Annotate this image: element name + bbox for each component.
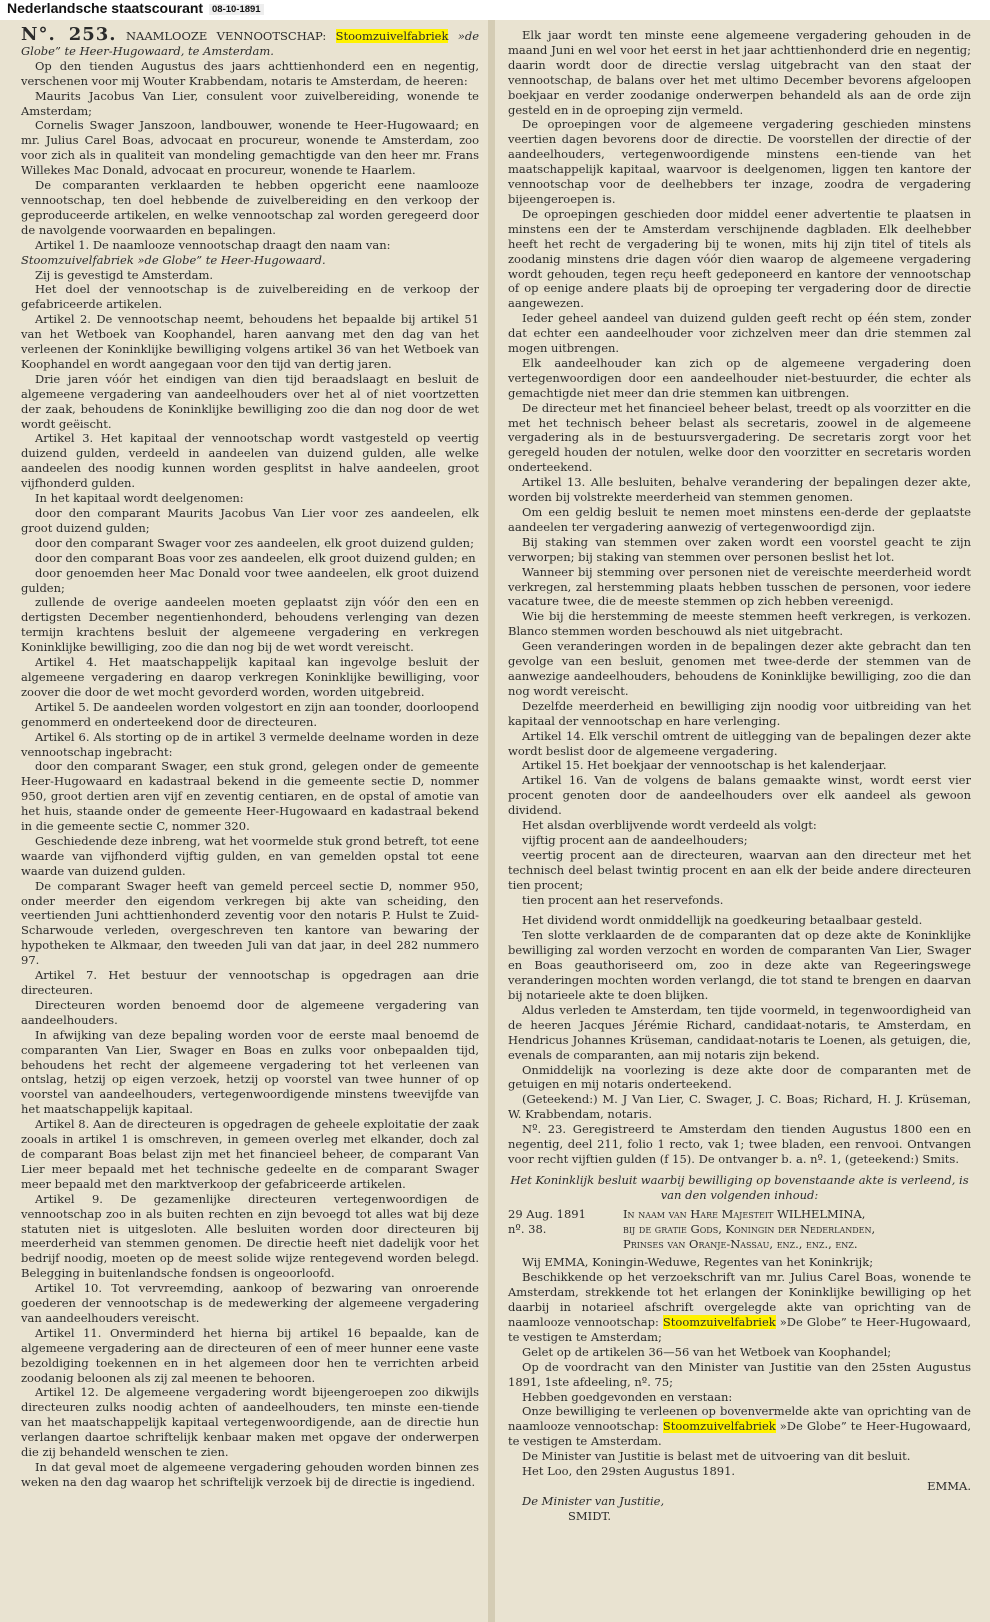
paragraph: Artikel 10. Tot vervreemding, aankoop of bezwaring van onroerende goederen der vennootschap is de medewerking der algemeene vergadering van aandeelhouders vereischt. [21, 1281, 479, 1325]
paragraph: De oproepingen geschieden door middel eener advertentie te plaatsen in minstens een der te Amsterdam verschijnende dagbladen. Elk deelhebber heeft het recht de vergadering bij te wonen, mits hij zijn titel of titels als zoodanig minstens drie dagen vóór dien waarop de algemeene vergadering wordt gehouden, tegen reçu heeft gedeponeerd en kantore der vennootschap of op eenige andere plaats bij de oproeping ter vergadering door de directie aangewezen. [508, 206, 971, 311]
signature-minister: De Minister van Justitie, [522, 1493, 665, 1508]
paragraph: Artikel 3. Het kapitaal der vennootschap wordt vastgesteld op veertig duizend gulden, verdeeld in aandeelen van duizend gulden, alle welke aandeelen des noodig kunnen worden gesplitst in halve aandeelen, groot vijfhonderd gulden. [21, 431, 479, 491]
paragraph: Directeuren worden benoemd door de algemeene vergadering van aandeelhouders. [21, 997, 479, 1027]
paragraph: Gelet op de artikelen 36—56 van het Wetboek van Koophandel; [522, 1344, 892, 1359]
paragraph: Wij EMMA, Koningin-Weduwe, Regentes van het Koninkrijk; [522, 1255, 874, 1270]
signature-smidt: SMIDT. [568, 1508, 612, 1523]
paragraph: In dat geval moet de algemeene vergadering gehouden worden binnen zes weken na den dag waarop het schriftelijk verzoek bij de directie is ingediend. [21, 1460, 479, 1489]
paragraph: Zij is gevestigd te Amsterdam. [35, 267, 214, 282]
publication-title: Nederlandsche staatscourant [7, 0, 204, 16]
decree-title: Het Koninklijk besluit waarbij bewilliging op bovenstaande akte is verleend, is van den volgenden inhoud: [510, 1172, 969, 1202]
paragraph: Artikel 13. Alle besluiten, behalve verandering der bepalingen dezer akte, worden bij volstrekte meerderheid van stemmen genomen. [508, 475, 971, 505]
paragraph: De oproepingen voor de algemeene vergadering geschieden minstens veertien dagen bevorens door de directie. De voorstellen der directie of der aandeelhouders, vertegenwoordigende minstens een-tiende van het maatschappelijk kapitaal, waarvoor is deelgenomen, liggen ten kantore der vennootschap voor de deelhebbers ter inzage, zoodra de vergadering bijeengeroepen is. [508, 117, 971, 206]
paragraph: Artikel 5. De aandeelen worden volgestort en zijn aan toonder, doorloopend genommerd en onderteekend door de directeuren. [21, 699, 479, 729]
paragraph: Artikel 14. Elk verschil omtrent de uitlegging van de bepalingen dezer akte wordt beslist door de algemeene vergadering. [508, 728, 971, 758]
paragraph: De comparant Swager heeft van gemeld perceel sectie D, nommer 950, onder meerder den eigendom verkregen bij akte van scheiding, den veertienden Juni achttienhonderd zeventig voor den notaris P. Hulst te Zuid-Scharwoude verleden, overgeschreven ten kantore van bewaring der hypotheken te Alkmaar, den tweeden Juli van dat jaar, in deel 282 nummero 97. [21, 878, 479, 968]
signature-emma: EMMA. [927, 1479, 971, 1493]
left-column [21, 24, 480, 1490]
paragraph: Nº. 23. Geregistreerd te Amsterdam den tienden Augustus 1800 een en negentig, deel 211, folio 1 recto, vak 1; twee bladen, een renvooi. Ontvangen voor recht vijftien gulden (f 15). De ontvanger b. a. nº. 1, (geteekend:) Smits. [508, 1122, 971, 1166]
paragraph: In afwijking van deze bepaling worden voor de eerste maal benoemd de comparanten Van Lier, Swager en Boas en zulks voor onbepaalden tijd, behoudens het recht der algemeene vergadering tot het verleenen van ontslag, hetzij op eigen verzoek, hetzij op voorstel van twee hunner of op voorstel van aandeelhouders, vertegenwoordigende minstens tweevijfde van het maatschappelijk kapitaal. [21, 1027, 479, 1117]
paragraph: Ieder geheel aandeel van duizend gulden geeft recht op één stem, zonder dat echter een aandeelhouder voor zichzelven meer dan drie stemmen zal mogen uitbrengen. [508, 311, 971, 356]
decree-line: Prinses van Oranje-Nassau, enz., enz., enz. [623, 1236, 858, 1251]
paragraph: door den comparant Swager, een stuk grond, gelegen onder de gemeente Heer-Hugowaard en kadastraal bekend in die gemeente sectie D, nommer 950, groot dertien aren vijf en zeventig centiaren, en de opstal of amotie van het huis, staande onder de gemeente Heer-Hugowaard en kadastraal bekend in die gemeente sectie C, nommer 320. [21, 759, 479, 834]
paragraph: Artikel 4. Het maatschappelijk kapitaal kan ingevolge besluit der algemeene vergadering en daarop verkregen Koninklijke bewilliging, voor zoover die door de wet mocht gevorderd worden, worden uitgebreid. [21, 655, 479, 699]
paragraph: zullende de overige aandeelen moeten geplaatst zijn vóór den een en dertigsten December negentienhonderd, behoudens verlenging van dezen termijn krachtens besluit der algemeene vergadering en verkregen Koninklijke bewilliging, zoo die dan nog bij de wet wordt vereischt. [21, 595, 479, 655]
paragraph: Onmiddelijk na voorlezing is deze akte door de comparanten met de getuigen en mij notaris onderteekend. [508, 1062, 971, 1092]
decree-line: In naam van Hare Majesteit WILHELMINA, [623, 1206, 866, 1221]
paragraph: Om een geldig besluit te nemen moet minstens een-derde der geplaatste aandeelen ter vergadering aanwezig of vertegenwoordigd zijn. [508, 505, 971, 534]
paragraph: Wanneer bij stemming over personen niet de vereischte meerderheid wordt verkregen, zal herstemming plaats hebben tusschen de personen, voor iedere vacature twee, die de meeste stemmen op zich hebben vereenigd. [508, 564, 971, 609]
paragraph: De directeur met het financieel beheer belast, treedt op als voorzitter en die met het technisch beheer belast als secretaris, zoowel in de algemeene vergadering als in de bestuursvergadering. De secretaris zorgt voor het geregeld houden der notulen, welke door den voorzitter en secretaris worden onderteekend. [508, 400, 971, 475]
paragraph: door den comparant Swager voor zes aandeelen, elk groot duizend gulden; [35, 535, 474, 550]
paragraph: Op de voordracht van den Minister van Justitie van den 25sten Augustus 1891, 1ste afdeeling, nº. 75; [508, 1359, 971, 1389]
highlighted-name: Stoomzuivelfabriek [662, 1419, 776, 1434]
paragraph: (Geteekend:) M. J Van Lier, C. Swager, J. C. Boas; Richard, H. J. Krüseman, W. Krabbendam, notaris. [508, 1092, 971, 1122]
decree-date: 29 Aug. 1891 [508, 1206, 586, 1221]
newspaper-scan [0, 20, 990, 1622]
paragraph: Bij staking van stemmen over zaken wordt een voorstel geacht te zijn verworpen; bij staking van stemmen over personen beslist het lot. [508, 534, 971, 564]
paragraph: Wie bij die herstemming de meeste stemmen heeft verkregen, is verkozen. Blanco stemmen worden beschouwd als niet uitgebracht. [508, 609, 971, 639]
paragraph: Artikel 8. Aan de directeuren is opgedragen de geheele exploitatie der zaak zooals in artikel 1 is omschreven, in gemeen overleg met elkander, doch zal de comparant Boas belast zijn met het financieel beheer, de comparant Van Lier meer bepaald met het technische gedeelte en de comparant Swager meer bepaald met den marktverkoop der gefabriceerde artikelen. [21, 1117, 479, 1191]
paragraph: Artikel 11. Onverminderd het hierna bij artikel 16 bepaalde, kan de algemeene vergadering aan de directeuren of een of meer hunner eene vaste bezoldiging toekennen en in het algemeen door hen te verrichten arbeid zoodanig beloonen als zij zal meenen te behooren. [21, 1325, 479, 1385]
paragraph: Elk aandeelhouder kan zich op de algemeene vergadering doen vertegenwoordigen door een aandeelhouder niet-bestuurder, die echter als gemachtigde niet meer dan drie stemmen kan uitbrengen. [508, 355, 971, 400]
paragraph: Artikel 2. De vennootschap neemt, behoudens het bepaalde bij artikel 51 van het Wetboek van Koophandel, haren aanvang met den dag van het verleenen der Koninklijke bewilliging volgens artikel 36 van het Wetboek van Koophandel en wordt aangegaan voor den tijd van dertig jaren. [21, 312, 479, 371]
paragraph: Artikel 1. De naamlooze vennootschap draagt den naam van: [35, 237, 391, 252]
paragraph: Cornelis Swager Janszoon, landbouwer, wonende te Heer-Hugowaard; en mr. Julius Carel Boas, advocaat en procureur, wonende te Amsterdam, zoo voor zich als in qualiteit van mondeling gemachtigde van den heer mr. Frans Willekes Mac Donald, advocaat en procureur, wonende te Haarlem. [21, 118, 479, 178]
paragraph: veertig procent aan de directeuren, waarvan aan den directeur met het technisch deel belast twintig procent en aan elk der beide andere directeuren tien procent; [508, 847, 971, 892]
paragraph: vijftig procent aan de aandeelhouders; [522, 832, 748, 847]
paragraph: Geschiedende deze inbreng, wat het voormelde stuk grond betreft, tot eene waarde van vijfhonderd vijftig gulden, en van gemelden opstal tot eene waarde van duizend gulden. [21, 833, 479, 878]
right-column [508, 28, 971, 1524]
paragraph: Stoomzuivelfabriek »de Globe” te Heer-Hugowaard. [21, 252, 326, 267]
paragraph: Beschikkende op het verzoekschrift van mr. Julius Carel Boas, wonende te Amsterdam, strekkende tot het erlangen der Koninklijke bewilliging op het daarbij in notarieel afschrift overgelegde akte van oprichting van de naamlooze vennootschap: Stoomzuivelfabriek »De Globe” te Heer-Hugowaard, te vestigen te Amsterdam; [508, 1270, 972, 1344]
page-header [0, 0, 990, 20]
paragraph: Artikel 7. Het bestuur der vennootschap is opgedragen aan drie directeuren. [21, 968, 479, 997]
decree-number: nº. 38. [508, 1221, 547, 1236]
decree-heading [508, 1207, 971, 1252]
paragraph: Drie jaren vóór het eindigen van dien tijd beraadslaagt en besluit de algemeene vergadering van aandeelhouders over het al of niet voortzetten der zaak, behoudens de Koninklijke bewilliging zoo die dan nog door de wet wordt geëischt. [21, 371, 479, 431]
paragraph: Hebben goedgevonden en verstaan: [522, 1389, 733, 1404]
column-fold [488, 20, 495, 1622]
paragraph: tien procent aan het reservefonds. [522, 892, 724, 907]
paragraph: Dezelfde meerderheid en bewilliging zijn noodig voor uitbreiding van het kapitaal der vennootschap en hare verlenging. [508, 698, 971, 728]
paragraph: De Minister van Justitie is belast met de uitvoering van dit besluit. [522, 1449, 911, 1464]
paragraph: Het Loo, den 29sten Augustus 1891. [522, 1464, 736, 1479]
notice-number: N°. 253. [21, 24, 117, 45]
paragraph: In het kapitaal wordt deelgenomen: [35, 491, 244, 506]
paragraph: Het alsdan overblijvende wordt verdeeld als volgt: [522, 818, 817, 833]
paragraph: Het dividend wordt onmiddellijk na goedkeuring betaalbaar gesteld. [522, 913, 923, 928]
paragraph: door den comparant Boas voor zes aandeelen, elk groot duizend gulden; en [35, 550, 476, 565]
paragraph: door den comparant Maurits Jacobus Van Lier voor zes aandeelen, elk groot duizend gulden; [21, 506, 479, 535]
paragraph: Artikel 9. De gezamenlijke directeuren vertegenwoordigen de vennootschap zoo in als buiten rechten en zijn bevoegd tot alles wat bij deze statuten niet is uitgesloten. Alle besluiten worden door directeuren bij meerderheid van stemmen genomen. De directie heeft niet dadelijk voor het bedrijf noodig, moeten op de meest solide wijze rentegevend worden belegd. Belegging in buitenlandsche fondsen is ongeoorloofd. [21, 1191, 479, 1281]
decree-line: bij de gratie Gods, Koningin der Nederlanden, [623, 1221, 876, 1236]
paragraph: Artikel 15. Het boekjaar der vennootschap is het kalenderjaar. [522, 758, 887, 773]
paragraph: Maurits Jacobus Van Lier, consulent voor zuivelbereiding, wonende te Amsterdam; [21, 88, 479, 118]
highlighted-name: Stoomzuivelfabriek [662, 1315, 776, 1330]
paragraph: Onze bewilliging te verleenen op bovenvermelde akte van oprichting van de naamlooze vennootschap: Stoomzuivelfabriek »De Globe” te Heer-Hugowaard, te vestigen te Amsterdam. [508, 1404, 972, 1449]
notice-title: N°. 253. NAAMLOOZE VENNOOTSCHAP: Stoomzuivelfabriek »de Globe” te Heer-Hugowaard, te Amsterdam. [21, 24, 480, 58]
highlighted-name: Stoomzuivelfabriek [335, 29, 449, 43]
paragraph: Elk jaar wordt ten minste eene algemeene vergadering gehouden in de maand Juni en wel voor het eerst in het jaar achttienhonderd drie en negentig; daarin wordt door de directie verslag uitgebracht van den staat der vennootschap, de balans over het met ultimo December bevorens afgeloopen boekjaar en verder zoodanige onderwerpen behandeld als aan de orde zijn gesteld en in de oproeping zijn vermeld. [508, 28, 971, 117]
publication-date: 08-10-1891 [209, 4, 264, 15]
paragraph: Aldus verleden te Amsterdam, ten tijde voormeld, in tegenwoordigheid van de heeren Jacques Jérémie Richard, candidaat-notaris, te Amsterdam, en Hendricus Johannes Krüseman, candidaat-notaris te Loenen, als getuigen, die, evenals de comparanten, aan mij notaris zijn bekend. [508, 1002, 971, 1062]
paragraph: Het doel der vennootschap is de zuivelbereiding en de verkoop der gefabriceerde artikelen. [21, 282, 479, 312]
paragraph: Artikel 16. Van de volgens de balans gemaakte winst, wordt eerst vier procent genoten door de aandeelhouders over elk aandeel als gewoon dividend. [508, 773, 971, 818]
paragraph: Artikel 12. De algemeene vergadering wordt bijeengeroepen zoo dikwijls directeuren zulks noodig achten of aandeelhouders, ten minste een-tiende van het maatschappelijk kapitaal vertegenwoordigende, aan de directie hun verlangen daartoe schriftelijk kenbaar maken met opgave der onderwerpen die zij behandeld wenschen te zien. [21, 1385, 479, 1460]
paragraph: Artikel 6. Als storting op de in artikel 3 vermelde deelname worden in deze vennootschap ingebracht: [21, 729, 479, 759]
paragraph: Ten slotte verklaarden de de comparanten dat op deze akte de Koninklijke bewilliging zal worden verzocht en worden de comparanten Van Lier, Swager en Boas geauthoriseerd om, zoo in deze akte van Regeeringswege veranderingen mochten worden verlangd, die tot stand te brengen en daarvan bij notarieele akte te doen blijken. [508, 928, 971, 1002]
paragraph: door genoemden heer Mac Donald voor twee aandeelen, elk groot duizend gulden; [21, 565, 479, 595]
paragraph: De comparanten verklaarden te hebben opgericht eene naamlooze vennootschap, ten doel hebbende de zuivelbereiding en den verkoop der geproduceerde artikelen, en welke vennootschap zal worden geregeerd door de navolgende voorwaarden en bepalingen. [21, 178, 479, 237]
paragraph: Op den tienden Augustus des jaars achttienhonderd een en negentig, verschenen voor mij Wouter Krabbendam, notaris te Amsterdam, de heeren: [21, 58, 479, 88]
paragraph: Geen veranderingen worden in de bepalingen dezer akte gebracht dan ten gevolge van een besluit, genomen met twee-derde der stemmen van de aanwezige aandeelhouders, behoudens de Koninklijke bewilliging, zoo die dan nog wordt vereischt. [508, 639, 971, 698]
